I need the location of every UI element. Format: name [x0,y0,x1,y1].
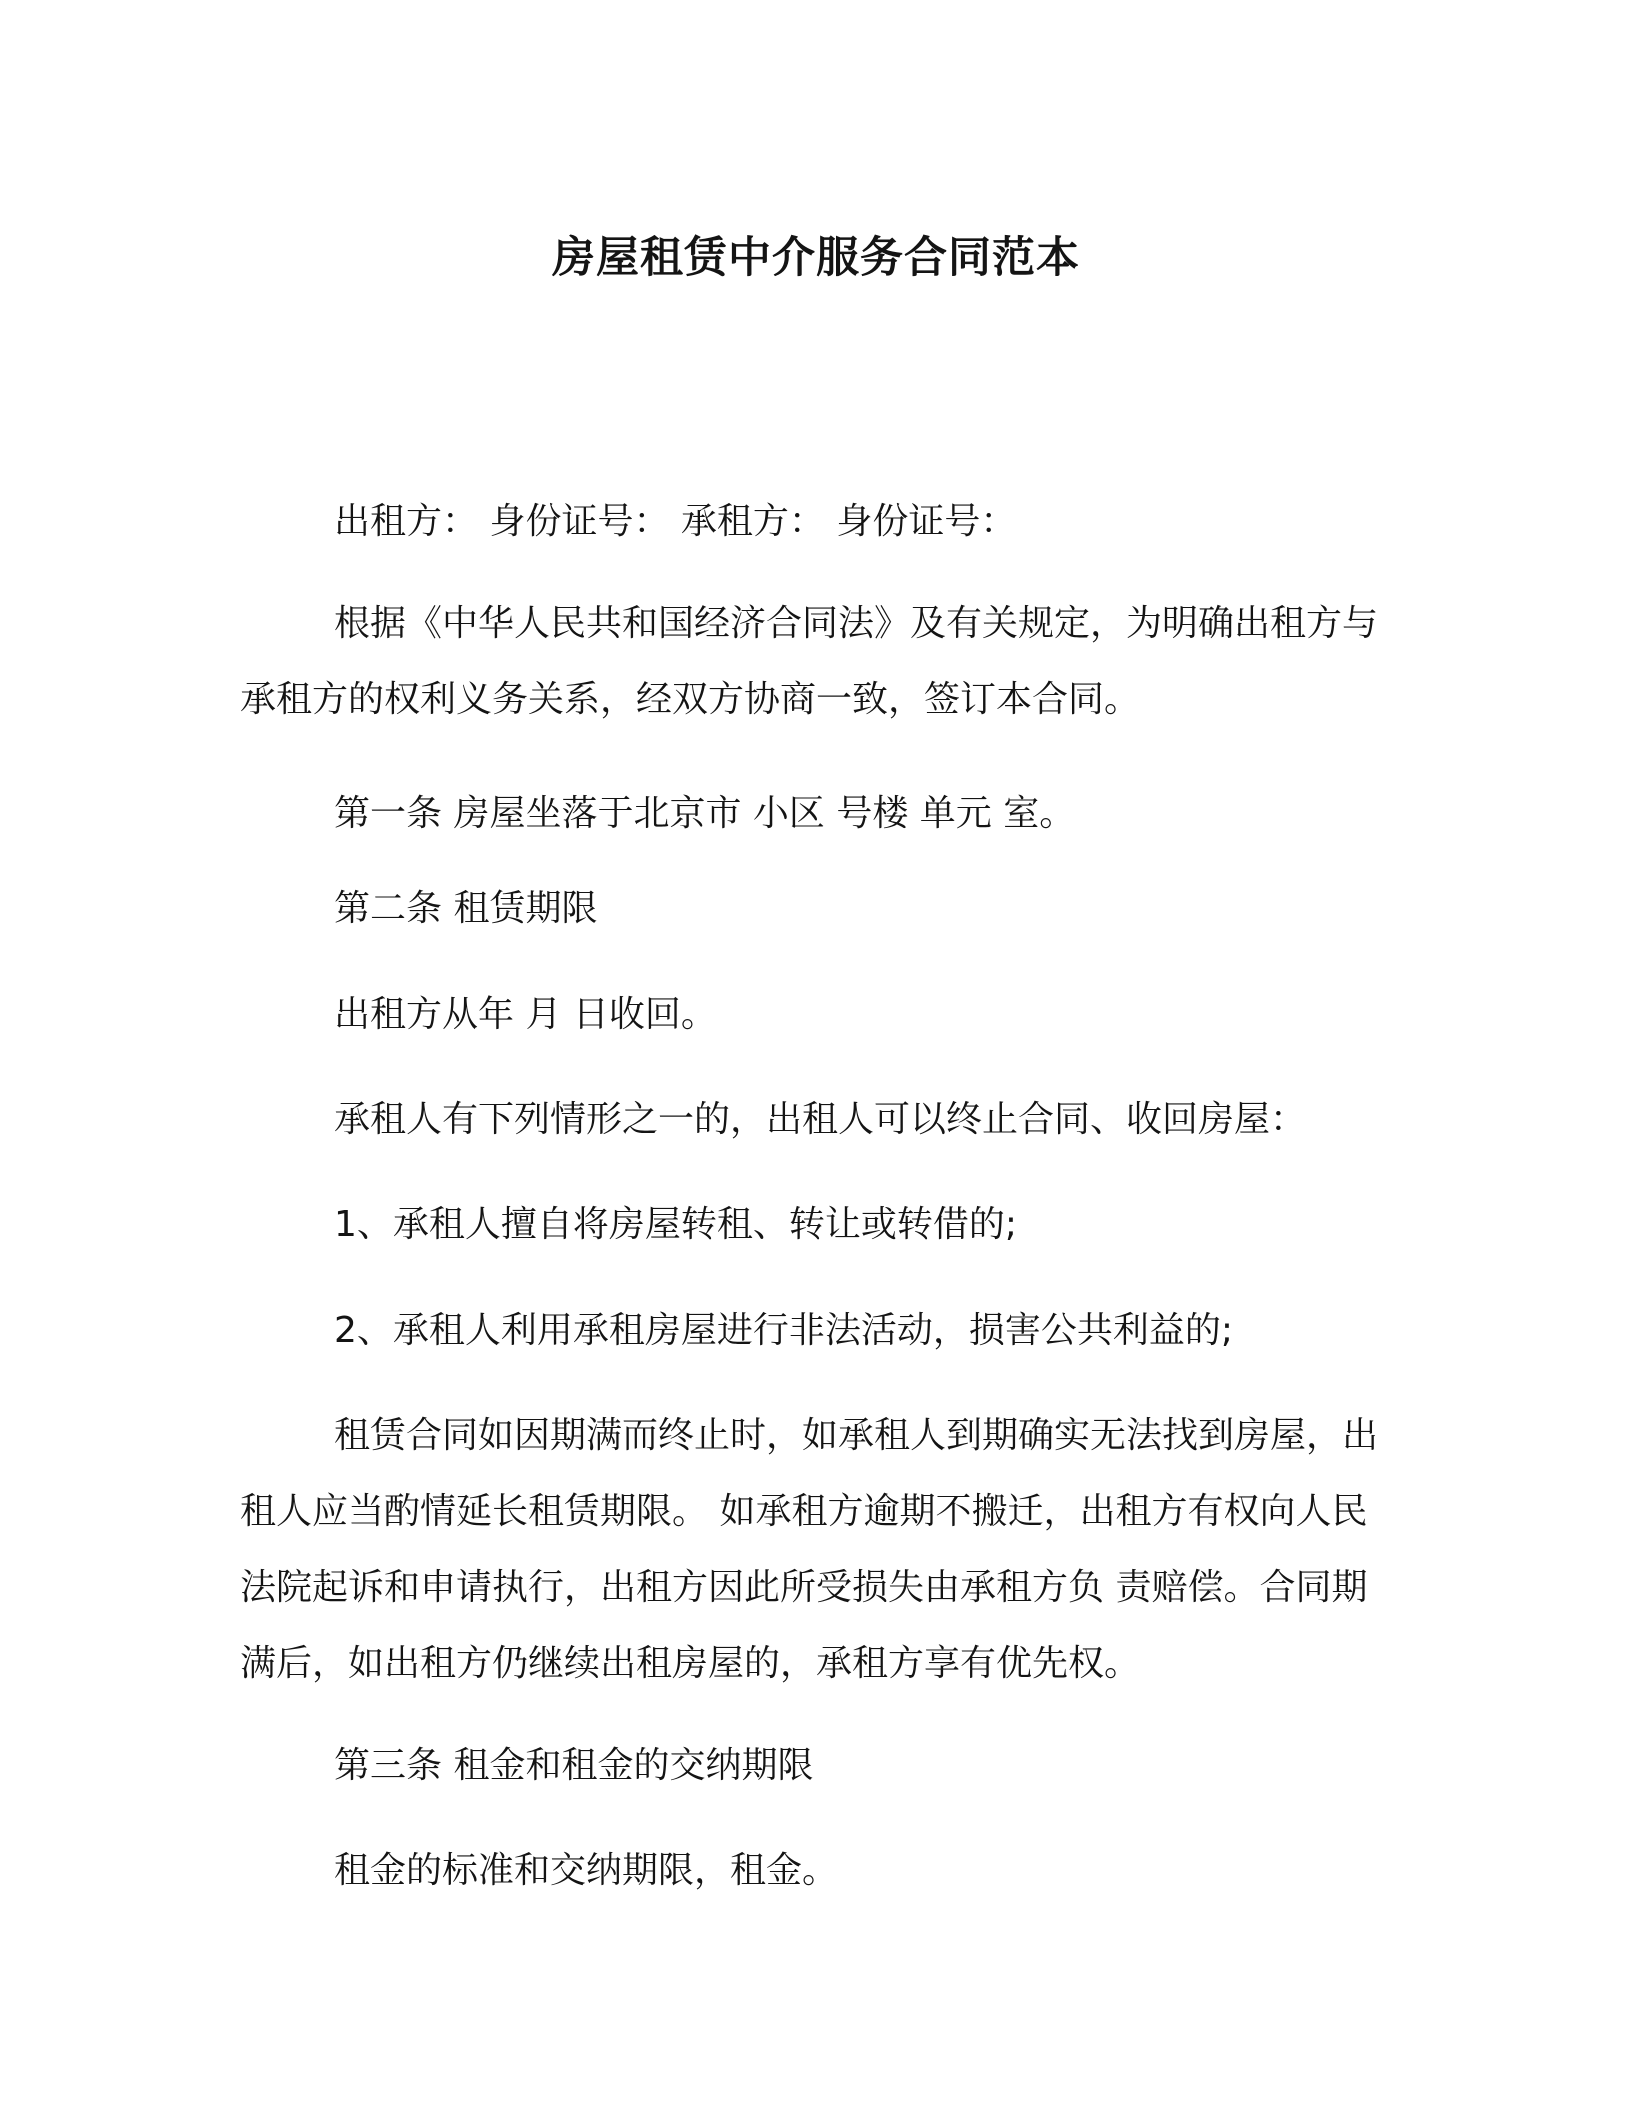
article-3-heading: 第三条 租金和租金的交纳期限 [334,1745,814,1786]
article-2-item-1: 1、承租人擅自将房屋转租、转让或转借的; [334,1204,1018,1245]
article-2-heading: 第二条 租赁期限 [334,888,598,929]
article-3-line-1: 租金的标准和交纳期限，租金。 [334,1850,839,1891]
article-2-paragraph: 租赁合同如因期满而终止时，如承租人到期确实无法找到房屋，出租人应当酌情延长租赁期限。 如承租方逾期不搬迁，出租方有权向人民法院起诉和申请执行，出租方因此所受损失由承租方负 责赔偿。合同期满后，如出租方仍继续出租房屋的，承租方享有优先权。 [240,1415,1379,1684]
article-2-line-1: 出租方从年 月 日收回。 [334,994,717,1035]
document-title: 房屋租赁中介服务合同范本 [552,233,1080,283]
article-2-line-2: 承租人有下列情形之一的，出租人可以终止合同、收回房屋： [334,1099,1307,1140]
article-2-item-2: 2、承租人利用承租房屋进行非法活动，损害公共利益的; [334,1310,1234,1351]
preamble-paragraph: 根据《中华人民共和国经济合同法》及有关规定，为明确出租方与承租方的权利义务关系，经双方协商一致，签订本合同。 [240,603,1379,720]
parties-line: 出租方： 身份证号： 承租方： 身份证号： [334,501,1017,542]
article-1: 第一条 房屋坐落于北京市 小区 号楼 单元 室。 [334,793,1076,834]
